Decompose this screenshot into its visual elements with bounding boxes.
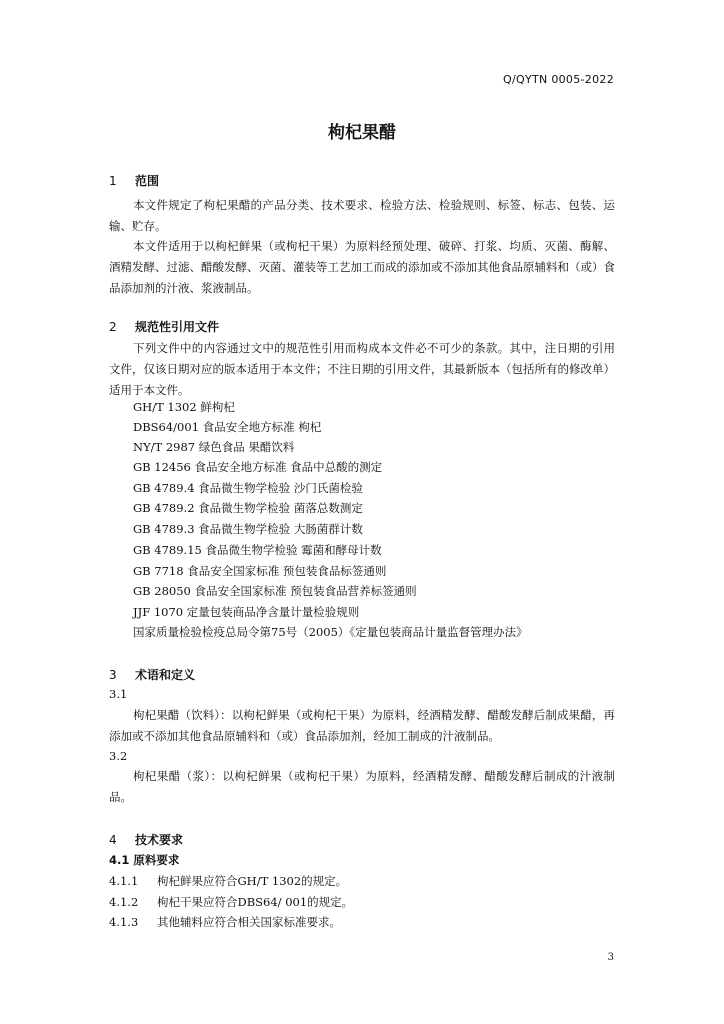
reference-item: JJF 1070 定量包装商品净含量计量检验规则 <box>133 605 360 619</box>
reference-item: GB 4789.2 食品微生物学检验 菌落总数测定 <box>133 501 363 515</box>
section-heading-technical-requirements <box>109 831 183 848</box>
section-heading-normative-references <box>109 318 219 335</box>
clause-number: 3.2 <box>109 749 128 763</box>
section-heading-scope <box>109 172 159 189</box>
item-number: 4.1.1 <box>109 874 139 888</box>
item-text: 枸杞干果应符合DBS64/ 001的规定。 <box>157 895 354 909</box>
definition-text: 枸杞果醋（饮料）：以枸杞鲜果（或枸杞干果）为原料，经酒精发酵、醋酸发酵后制成果醋，再添加或不添加其他食品原辅料和（或）食品添加剂，经加工制成的汁液制品。 <box>109 708 615 743</box>
clause-number: 3.1 <box>109 687 128 701</box>
reference-item: GB 7718 食品安全国家标准 预包装食品标签通则 <box>133 564 387 578</box>
section-number: 4 <box>109 833 117 847</box>
document-title: 枸杞果醋 <box>328 123 396 143</box>
section-title: 范围 <box>135 174 160 188</box>
requirement-item <box>109 873 347 889</box>
reference-item: 国家质量检验检疫总局令第75号（2005）《定量包装商品计量监督管理办法》 <box>133 625 528 639</box>
reference-item: NY/T 2987 绿色食品 果醋饮料 <box>133 440 295 454</box>
section-title: 术语和定义 <box>135 668 196 682</box>
reference-item: GB 4789.4 食品微生物学检验 沙门氏菌检验 <box>133 481 363 495</box>
section-number: 3 <box>109 668 117 682</box>
paragraph: 本文件适用于以枸杞鲜果（或枸杞干果）为原料经预处理、破碎、打浆、均质、灭菌、酶解、酒精发酵、过滤、醋酸发酵、灭菌、灌装等工艺加工而成的添加或不添加其他食品原辅料和（或）食品添加剂的汁液、浆液制品。 <box>109 239 615 295</box>
reference-item: DBS64/001 食品安全地方标准 枸杞 <box>133 420 322 434</box>
section-title: 规范性引用文件 <box>135 320 220 334</box>
section-number: 1 <box>109 174 117 188</box>
section-number: 2 <box>109 320 117 334</box>
reference-item: GB 4789.3 食品微生物学检验 大肠菌群计数 <box>133 522 363 536</box>
page-number: 3 <box>607 952 614 963</box>
reference-item: GB 4789.15 食品微生物学检验 霉菌和酵母计数 <box>133 543 382 557</box>
paragraph: 本文件规定了枸杞果醋的产品分类、技术要求、检验方法、检验规则、标签、标志、包装、运输、贮存。 <box>109 198 615 233</box>
document-code: Q/QYTN 0005-2022 <box>503 73 614 86</box>
definition-text: 枸杞果醋（浆）：以枸杞鲜果（或枸杞干果）为原料，经酒精发酵、醋酸发酵后制成的汁液制品。 <box>109 769 615 804</box>
item-number: 4.1.3 <box>109 915 139 929</box>
section-title: 技术要求 <box>135 833 184 847</box>
item-text: 枸杞鲜果应符合GH/T 1302的规定。 <box>157 874 348 888</box>
reference-item: GB 12456 食品安全地方标准 食品中总酸的测定 <box>133 460 383 474</box>
reference-item: GB 28050 食品安全国家标准 预包装食品营养标签通则 <box>133 584 417 598</box>
requirement-item <box>109 914 341 930</box>
paragraph: 下列文件中的内容通过文中的规范性引用而构成本文件必不可少的条款。其中，注日期的引用文件，仅该日期对应的版本适用于本文件；不注日期的引用文件，其最新版本（包括所有的修改单）适用于本文件。 <box>109 341 615 397</box>
item-text: 其他辅料应符合相关国家标准要求。 <box>157 915 341 929</box>
item-number: 4.1.2 <box>109 895 139 909</box>
subsection-heading-raw-materials: 4.1 原料要求 <box>109 853 180 867</box>
requirement-item <box>109 894 353 910</box>
reference-item: GH/T 1302 鲜枸杞 <box>133 400 235 414</box>
section-heading-terms-and-definitions <box>109 666 195 683</box>
